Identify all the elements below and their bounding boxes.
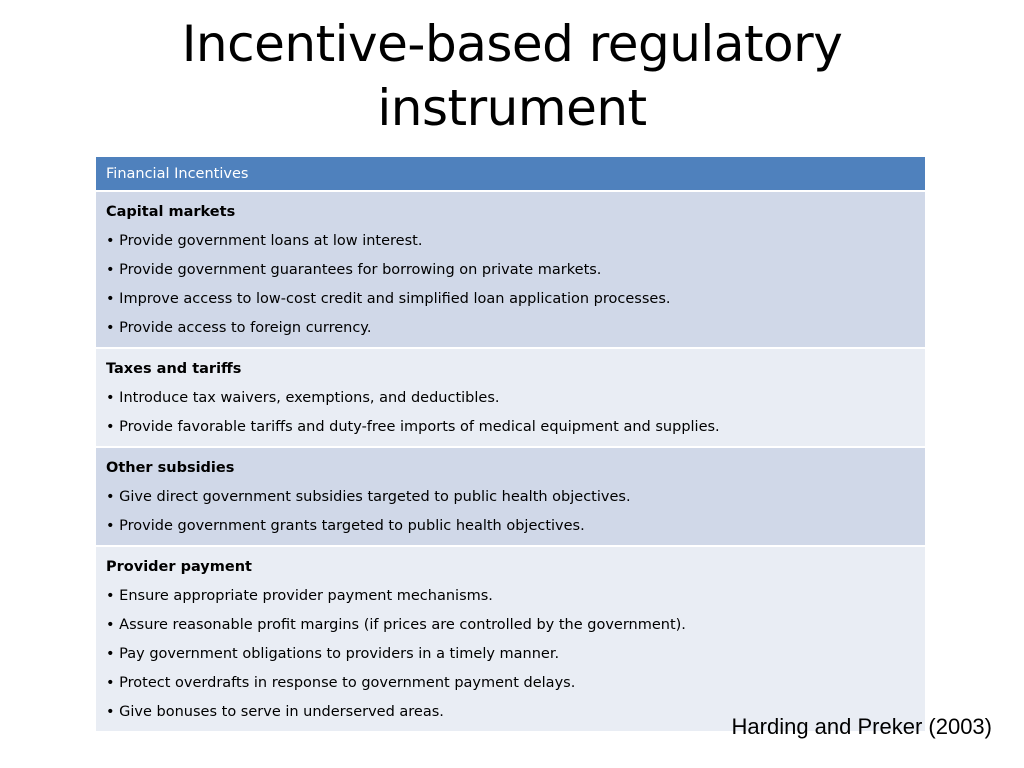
section-item: • Provide favorable tariffs and duty-free imports of medical equipment and supplies. bbox=[106, 419, 720, 435]
section-item: • Provide access to foreign currency. bbox=[106, 320, 372, 336]
section-item: • Provide government guarantees for borrowing on private markets. bbox=[106, 262, 602, 278]
slide-title bbox=[0, 12, 1024, 140]
section-capital-markets bbox=[96, 192, 925, 349]
financial-incentives-table bbox=[96, 157, 925, 733]
section-item: • Give direct government subsidies targeted to public health objectives. bbox=[106, 489, 631, 505]
section-taxes-and-tariffs bbox=[96, 349, 925, 448]
section-heading: Taxes and tariffs bbox=[106, 361, 242, 377]
section-heading: Provider payment bbox=[106, 559, 252, 575]
section-item: • Provide government loans at low interest. bbox=[106, 233, 423, 249]
table-header: Financial Incentives bbox=[96, 157, 925, 192]
section-heading: Other subsidies bbox=[106, 460, 235, 476]
slide-title-line: instrument bbox=[377, 79, 647, 137]
section-other-subsidies bbox=[96, 448, 925, 547]
section-item: • Assure reasonable profit margins (if prices are controlled by the government). bbox=[106, 617, 686, 633]
section-item: • Protect overdrafts in response to government payment delays. bbox=[106, 675, 576, 691]
slide-title-line: Incentive-based regulatory bbox=[181, 15, 843, 73]
section-item: • Ensure appropriate provider payment mechanisms. bbox=[106, 588, 493, 604]
section-item: • Pay government obligations to providers in a timely manner. bbox=[106, 646, 560, 662]
section-heading: Capital markets bbox=[106, 204, 236, 220]
section-provider-payment bbox=[96, 547, 925, 733]
section-item: • Introduce tax waivers, exemptions, and deductibles. bbox=[106, 390, 500, 406]
section-item: • Improve access to low-cost credit and simplified loan application processes. bbox=[106, 291, 671, 307]
citation: Harding and Preker (2003) bbox=[731, 714, 992, 739]
section-item: • Provide government grants targeted to public health objectives. bbox=[106, 518, 585, 534]
section-item: • Give bonuses to serve in underserved areas. bbox=[106, 704, 444, 720]
